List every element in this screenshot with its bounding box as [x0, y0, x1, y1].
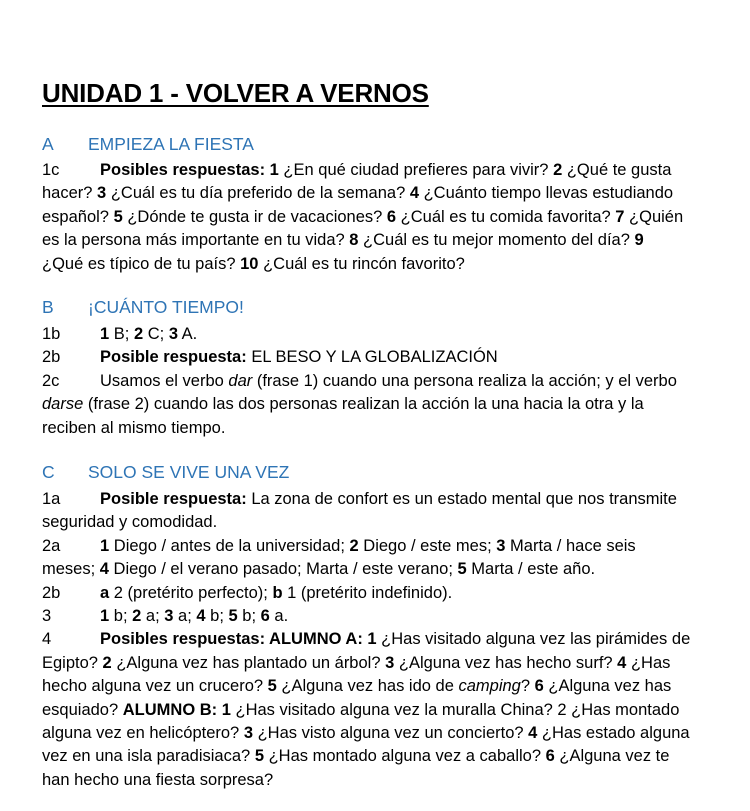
bold-text: 4 — [617, 653, 627, 672]
text-line — [42, 417, 722, 440]
text-run: ¿Alguna vez has hecho surf? — [394, 653, 618, 672]
text-run: ¿Cuál es tu rincón favorito? — [258, 254, 465, 273]
page-title: UNIDAD 1 - VOLVER A VERNOS — [42, 78, 429, 108]
section-heading-c — [42, 462, 289, 483]
text-line — [42, 722, 722, 745]
bold-text: b — [272, 583, 283, 602]
bold-text: 5 — [254, 747, 264, 766]
text-run: esquiado? — [42, 700, 123, 719]
bold-text: 6 — [534, 677, 544, 696]
text-line — [42, 323, 722, 346]
bold-text: a — [100, 583, 110, 602]
text-line — [42, 229, 722, 252]
text-run: 2a — [42, 536, 61, 555]
bold-text: 2 — [102, 653, 112, 672]
bold-text: 4 — [99, 560, 109, 579]
text-run: a. — [269, 606, 289, 625]
bold-text: 8 — [349, 231, 359, 250]
text-line — [42, 393, 722, 416]
section-heading-b — [42, 297, 244, 318]
text-run: (frase 1) cuando una persona realiza la acción; y el verbo — [252, 371, 677, 390]
text-run: b; — [205, 606, 229, 625]
text-run: a; — [141, 606, 165, 625]
text-run: ¿Quién — [624, 207, 684, 226]
text-run: hecho alguna vez un crucero? — [42, 677, 268, 696]
text-run: 2b — [42, 583, 61, 602]
text-run: Marta / hace seis — [505, 536, 636, 555]
text-line — [42, 535, 722, 558]
text-run: ¿Alguna vez has plantado un árbol? — [111, 653, 386, 672]
text-run: seguridad y comodidad. — [42, 513, 218, 532]
text-run: ¿Alguna vez te — [554, 747, 670, 766]
section-title: ¡CUÁNTO TIEMPO! — [88, 297, 244, 317]
text-line — [42, 182, 722, 205]
text-run: C; — [143, 325, 169, 343]
text-run: Egipto? — [42, 653, 103, 672]
text-run: hacer? — [42, 184, 98, 203]
text-run: ¿Has montado alguna vez a caballo? — [264, 747, 546, 766]
bold-text: ALUMNO B: 1 — [122, 700, 231, 719]
section-letter: B — [42, 297, 54, 317]
text-run: es la persona más importante en tu vida? — [42, 231, 350, 250]
text-run: ¿Cuál es tu comida favorita? — [396, 207, 616, 226]
text-line — [42, 488, 722, 511]
section-letter: C — [42, 462, 55, 482]
bold-text: 6 — [386, 207, 397, 226]
bold-text: 3 — [97, 184, 107, 203]
text-run: Usamos el verbo — [100, 371, 229, 390]
text-line — [42, 745, 722, 768]
text-line — [42, 628, 722, 651]
text-run: ¿Cuál es tu mejor momento del día? — [358, 231, 635, 250]
text-run: B; — [109, 325, 134, 343]
bold-text: 5 — [228, 606, 238, 625]
section-title: SOLO SE VIVE UNA VEZ — [88, 462, 290, 482]
bold-text: 4 — [409, 184, 420, 203]
text-run: ¿Has estado alguna — [537, 723, 690, 742]
text-run: ¿Dónde te gusta ir de vacaciones? — [122, 207, 387, 226]
text-line — [42, 370, 722, 393]
text-run: 1a — [42, 490, 61, 508]
section-title: EMPIEZA LA FIESTA — [88, 134, 254, 154]
text-line — [42, 699, 722, 722]
section-c-body — [42, 488, 722, 792]
text-run: Marta / este año. — [466, 560, 596, 579]
text-run: La zona de confort es un estado mental que nos transmite — [246, 490, 677, 508]
text-line — [42, 605, 722, 628]
text-line — [42, 652, 722, 675]
text-run: ¿Has visitado alguna vez las pirámides de — [376, 630, 691, 649]
section-heading-a — [42, 134, 254, 155]
bold-text: 1 — [100, 536, 110, 555]
text-run: ¿En qué ciudad prefieres para vivir? — [278, 161, 554, 179]
text-run: Diego / antes de la universidad; — [109, 536, 350, 555]
text-run: ¿Has visto alguna vez un concierto? — [253, 723, 529, 742]
bold-text: 2 — [132, 606, 142, 625]
text-line — [42, 253, 722, 276]
bold-text: 2 — [133, 325, 144, 343]
text-line — [42, 558, 722, 581]
text-run: ¿Alguna vez has ido de — [276, 677, 459, 696]
text-run: ¿Cuánto tiempo llevas estudiando — [419, 184, 674, 203]
text-line — [42, 159, 722, 182]
text-run: a; — [173, 606, 197, 625]
text-run: 4 — [42, 630, 52, 649]
text-run: (frase 2) cuando las dos personas realizan la acción la una hacia la otra y la — [83, 395, 644, 414]
bold-text: 4 — [196, 606, 206, 625]
text-run: Diego / este mes; — [358, 536, 497, 555]
bold-text: 5 — [113, 207, 123, 226]
section-b-body — [42, 323, 722, 440]
bold-text: 6 — [545, 747, 555, 766]
bold-text: Posibles respuestas: ALUMNO A: 1 — [100, 630, 377, 649]
text-line — [42, 346, 722, 369]
bold-text: 1 — [100, 606, 110, 625]
text-run: A. — [178, 325, 198, 343]
bold-text: 3 — [164, 606, 174, 625]
text-run: vez en una isla paradisiaca? — [42, 747, 255, 766]
text-line — [42, 511, 722, 534]
text-line — [42, 206, 722, 229]
text-run: reciben al mismo tiempo. — [42, 418, 226, 437]
italic-text: camping — [458, 677, 521, 696]
bold-text: 2 — [553, 161, 563, 179]
text-run: 2b — [42, 348, 61, 367]
section-a-body — [42, 159, 722, 276]
text-run: ¿Has visitado alguna vez la muralla China? 2 ¿Has montado — [230, 700, 680, 719]
text-run: 1b — [42, 325, 61, 343]
bold-text: 9 — [634, 231, 644, 250]
text-run: Diego / el verano pasado; Marta / este verano; — [108, 560, 458, 579]
text-run: 3 — [42, 606, 52, 625]
text-run: ? — [520, 677, 535, 696]
text-run: 1c — [42, 161, 60, 179]
text-run: ¿Alguna vez has — [543, 677, 672, 696]
text-run: EL BESO Y LA GLOBALIZACIÓN — [246, 348, 498, 367]
bold-text: 3 — [243, 723, 253, 742]
bold-text: 3 — [496, 536, 506, 555]
text-run: ¿Cuál es tu día preferido de la semana? — [106, 184, 410, 203]
bold-text: Posible respuesta: — [100, 348, 247, 367]
text-run: español? — [42, 207, 114, 226]
bold-text: Posible respuesta: — [100, 490, 247, 508]
bold-text: 3 — [385, 653, 395, 672]
text-line — [42, 675, 722, 698]
text-run: han hecho una fiesta sorpresa? — [42, 770, 274, 789]
bold-text: 4 — [528, 723, 538, 742]
bold-text: 10 — [240, 254, 259, 273]
bold-text: 5 — [267, 677, 277, 696]
bold-text: 1 — [100, 325, 110, 343]
text-run: ¿Qué es típico de tu país? — [42, 254, 241, 273]
text-run: b; — [237, 606, 261, 625]
text-line — [42, 769, 722, 792]
bold-text: 5 — [457, 560, 467, 579]
text-run: alguna vez en helicóptero? — [42, 723, 244, 742]
section-letter: A — [42, 134, 54, 154]
text-run: ¿Has — [626, 653, 671, 672]
text-run: meses; — [42, 560, 100, 579]
italic-text: dar — [228, 371, 253, 390]
text-run: b; — [109, 606, 133, 625]
bold-text: Posibles respuestas: 1 — [100, 161, 279, 179]
text-run: 2c — [42, 371, 60, 390]
bold-text: 3 — [168, 325, 178, 343]
text-run: 2 (pretérito perfecto); — [109, 583, 273, 602]
bold-text: 6 — [260, 606, 270, 625]
text-run: 1 (pretérito indefinido). — [282, 583, 453, 602]
bold-text: 2 — [349, 536, 359, 555]
text-run: ¿Qué te gusta — [562, 161, 672, 179]
italic-text: darse — [42, 395, 84, 414]
bold-text: 7 — [615, 207, 625, 226]
text-line — [42, 582, 722, 605]
